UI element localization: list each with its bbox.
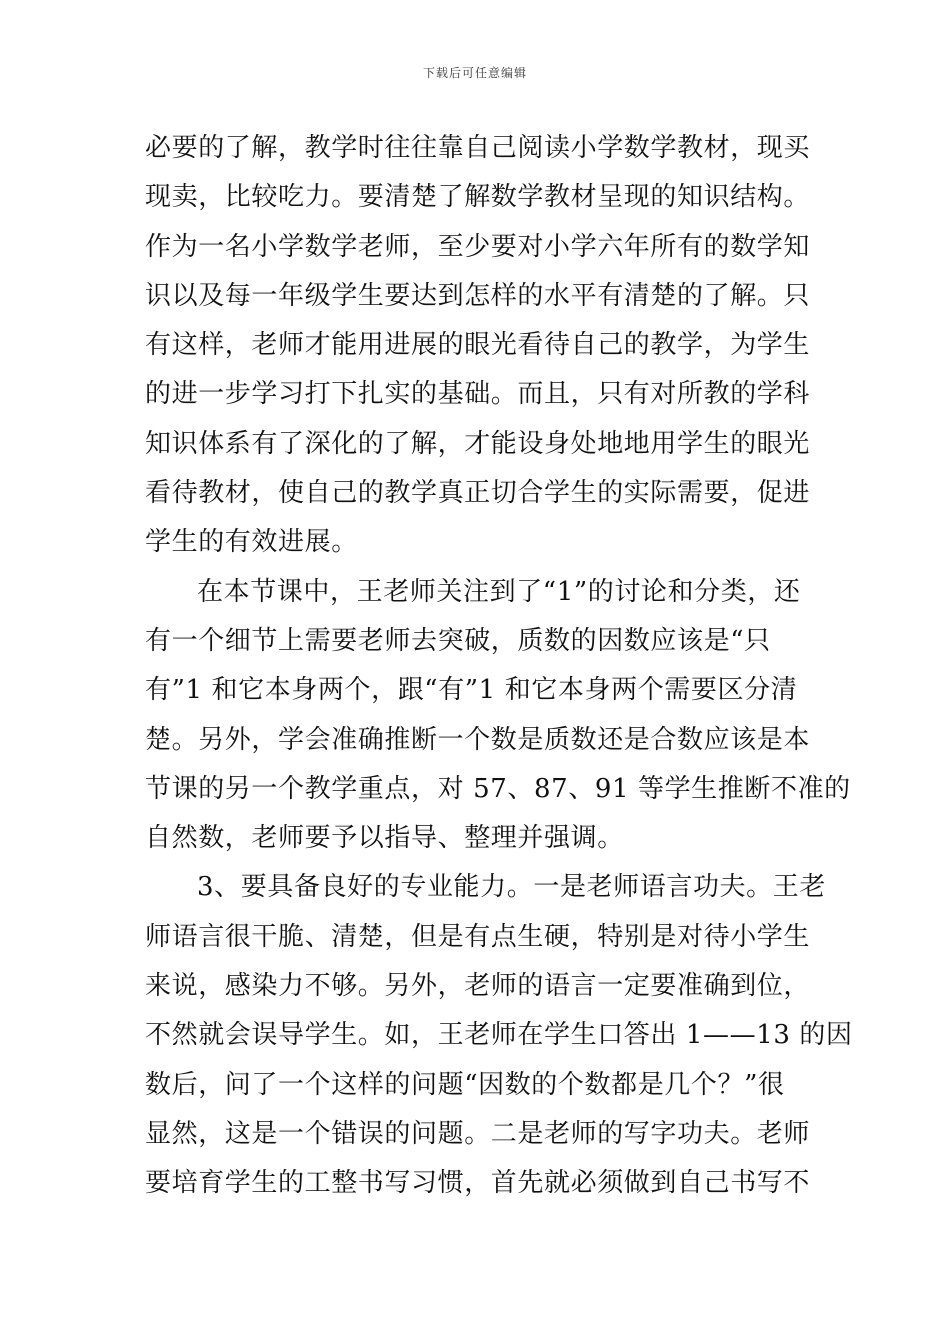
- text-line: 作为一名小学数学老师，至少要对小学六年所有的数学知: [145, 231, 811, 262]
- text-line: 显然，这是一个错误的问题。二是老师的写字功夫。老师: [145, 1118, 811, 1149]
- text-line: 有”1 和它本身两个，跟“有”1 和它本身两个需要区分清: [145, 675, 798, 706]
- text-line: 自然数，老师要予以指导、整理并强调。: [145, 823, 624, 854]
- text-line: 现卖，比较吃力。要清楚了解数学教材呈现的知识结构。: [145, 182, 811, 213]
- text-line: 节课的另一个教学重点，对 57、87、91 等学生推断不准的: [145, 773, 851, 804]
- text-line: 识以及每一年级学生要达到怎样的水平有清楚的了解。只: [145, 280, 811, 311]
- text-line: 看待教材，使自己的教学真正切合学生的实际需要，促进: [145, 478, 811, 509]
- text-line: 师语言很干脆、清楚，但是有点生硬，特别是对待小学生: [145, 921, 811, 952]
- text-line: 的进一步学习打下扎实的基础。而且，只有对所教的学科: [145, 379, 811, 410]
- text-line: 不然就会误导学生。如，王老师在学生口答出 1——13 的因: [145, 1020, 853, 1051]
- text-line: 有一个细节上需要老师去突破，质数的因数应该是“只: [145, 625, 771, 656]
- text-line: 必要的了解，教学时往往靠自己阅读小学数学教材，现买: [145, 133, 811, 163]
- text-line: 楚。另外，学会准确推断一个数是质数还是合数应该是本: [145, 724, 811, 755]
- paragraph-start-line: 在本节课中，王老师关注到了“1”的讨论和分类，还: [197, 576, 801, 607]
- paragraph-start-line: 3、要具备良好的专业能力。一是老师语言功夫。王老: [197, 872, 826, 903]
- text-line: 数后，问了一个这样的问题“因数的个数都是几个？”很: [145, 1069, 785, 1100]
- text-line: 要培育学生的工整书写习惯，首先就必须做到自己书写不: [145, 1168, 811, 1199]
- page-header: 下载后可任意编辑: [422, 66, 527, 80]
- text-line: 知识体系有了深化的了解，才能设身处地地用学生的眼光: [145, 428, 811, 459]
- document-body: [145, 124, 853, 1209]
- text-line: 来说，感染力不够。另外，老师的语言一定要准确到位，: [145, 971, 811, 1002]
- text-line: 有这样，老师才能用进展的眼光看待自己的教学，为学生: [145, 330, 811, 361]
- text-line: 学生的有效进展。: [145, 527, 358, 558]
